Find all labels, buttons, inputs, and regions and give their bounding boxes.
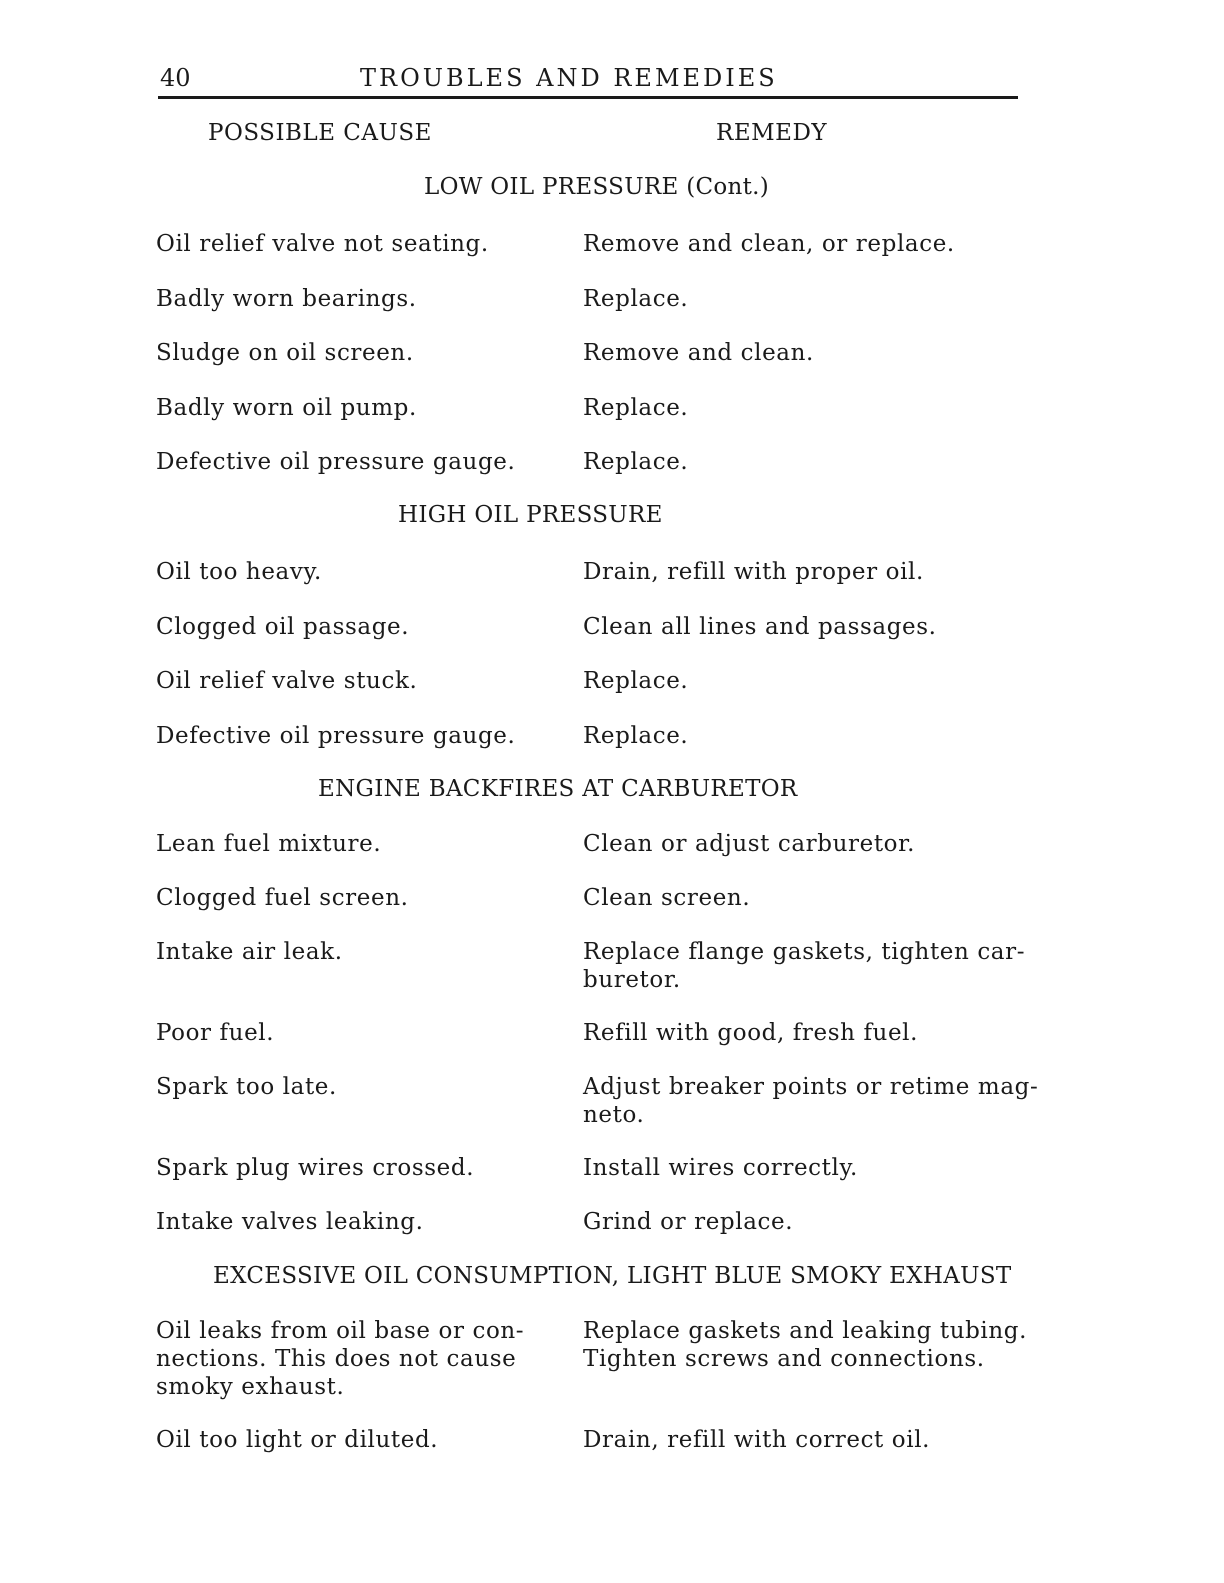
cause-text: Spark plug wires crossed. <box>156 1155 475 1181</box>
column-header-remedy: REMEDY <box>716 120 828 146</box>
remedy-text: Install wires correctly. <box>583 1155 858 1181</box>
remedy-text: Remove and clean. <box>583 340 814 366</box>
cause-text: Badly worn bearings. <box>156 286 417 312</box>
cause-text: Oil leaks from oil base or con- nections. This does not cause smoky exhaust. <box>156 1318 525 1400</box>
column-header-cause: POSSIBLE CAUSE <box>208 120 432 146</box>
cause-text: Badly worn oil pump. <box>156 395 417 421</box>
cause-text: Poor fuel. <box>156 1020 275 1046</box>
cause-text: Spark too late. <box>156 1074 337 1100</box>
remedy-text: Replace. <box>583 449 689 475</box>
section-title: HIGH OIL PRESSURE <box>398 502 663 528</box>
remedy-text: Replace. <box>583 723 689 749</box>
cause-text: Defective oil pressure gauge. <box>156 723 516 749</box>
running-title: TROUBLES AND REMEDIES <box>360 64 778 92</box>
page-number: 40 <box>160 64 191 92</box>
cause-text: Intake air leak. <box>156 939 343 965</box>
remedy-text: Drain, refill with correct oil. <box>583 1427 931 1453</box>
page-header <box>158 64 1018 99</box>
cause-text: Defective oil pressure gauge. <box>156 449 516 475</box>
remedy-text: Refill with good, fresh fuel. <box>583 1020 919 1046</box>
remedy-text: Clean or adjust carburetor. <box>583 831 916 857</box>
cause-text: Lean fuel mixture. <box>156 831 382 857</box>
cause-text: Clogged oil passage. <box>156 614 410 640</box>
remedy-text: Replace flange gaskets, tighten car- buretor. <box>583 939 1026 993</box>
cause-text: Clogged fuel screen. <box>156 885 409 911</box>
remedy-text: Clean screen. <box>583 885 751 911</box>
remedy-text: Replace. <box>583 395 689 421</box>
remedy-text: Clean all lines and passages. <box>583 614 937 640</box>
remedy-text: Remove and clean, or replace. <box>583 231 955 257</box>
remedy-text: Replace gaskets and leaking tubing. Tighten screws and connections. <box>583 1318 1028 1372</box>
remedy-text: Drain, refill with proper oil. <box>583 559 924 585</box>
remedy-text: Grind or replace. <box>583 1209 794 1235</box>
cause-text: Oil relief valve not seating. <box>156 231 489 257</box>
cause-text: Oil too heavy. <box>156 559 322 585</box>
cause-text: Oil relief valve stuck. <box>156 668 418 694</box>
cause-text: Oil too light or diluted. <box>156 1427 439 1453</box>
cause-text: Sludge on oil screen. <box>156 340 414 366</box>
remedy-text: Adjust breaker points or retime mag- neto. <box>583 1074 1039 1128</box>
section-title: LOW OIL PRESSURE (Cont.) <box>424 174 770 200</box>
section-title: EXCESSIVE OIL CONSUMPTION, LIGHT BLUE SMOKY EXHAUST <box>213 1263 1012 1289</box>
remedy-text: Replace. <box>583 668 689 694</box>
section-title: ENGINE BACKFIRES AT CARBURETOR <box>318 776 798 802</box>
cause-text: Intake valves leaking. <box>156 1209 424 1235</box>
remedy-text: Replace. <box>583 286 689 312</box>
